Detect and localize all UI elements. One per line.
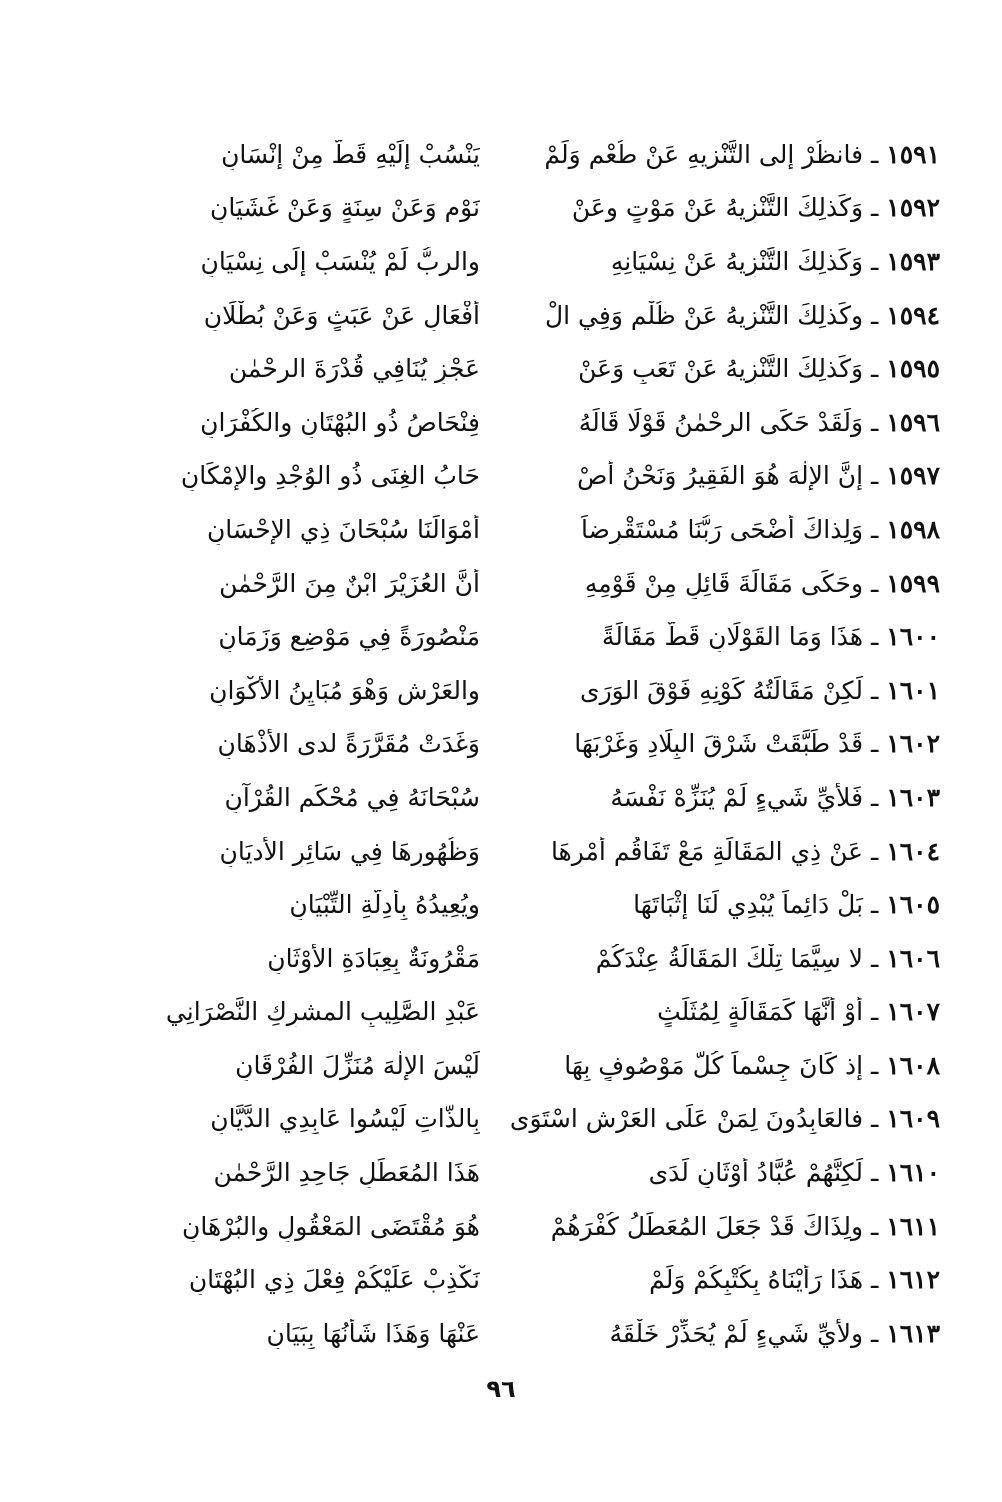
verse-separator: ـ xyxy=(863,407,887,437)
first-hemistich-text: إذ كَانَ جِسْماً كُلُّ مَوْصُوفٍ بِهَا xyxy=(564,1050,864,1080)
second-hemistich: نَكْذِبْ عَلَيْكُمْ فِعْلَ ذِي البُهْتَانِ xyxy=(188,1265,480,1295)
verse-number: ١٦٠٦ xyxy=(886,943,940,973)
verse-separator: ـ xyxy=(863,1158,887,1188)
verse-number: ١٥٩٣ xyxy=(886,246,940,276)
second-hemistich: أَمْوَالَنَا سُبْحَانَ ذِي الإِحْسَانِ xyxy=(206,514,480,544)
second-hemistich: سُبْحَانَهُ فِي مُحْكَمِ القُرْآنِ xyxy=(224,782,480,812)
verse-separator: ـ xyxy=(863,997,887,1027)
first-hemistich-text: أَوْ أَنَّهَا كَمَقَالَةٍ لِمُثَلِّثٍ xyxy=(657,997,864,1027)
second-hemistich: هَذَا المُعَطِّلِ جَاحِدِ الرَّحْمٰنِ xyxy=(213,1158,480,1188)
verse-number: ١٥٩٢ xyxy=(886,193,940,223)
verse-separator: ـ xyxy=(863,943,887,973)
verse-number: ١٦٠٥ xyxy=(886,890,940,920)
verse-line xyxy=(50,932,940,986)
verse-number: ١٥٩٦ xyxy=(886,407,940,437)
verse-number: ١٥٩٩ xyxy=(886,568,940,598)
first-hemistich-text: ولأَيِّ شَيءٍ لَمْ يُحَذِّرْ خَلْقَهُ xyxy=(609,1318,864,1348)
first-hemistich xyxy=(510,515,940,545)
verse-separator: ـ xyxy=(863,193,887,223)
verse-line xyxy=(50,396,940,450)
verse-number: ١٥٩٨ xyxy=(886,514,940,544)
verse-line xyxy=(50,1253,940,1307)
first-hemistich-text: وَكَذلِكَ التَّنْزِيهُ عَنْ نِسْيَانِهِ xyxy=(610,246,864,276)
verse-number: ١٦٠٤ xyxy=(886,836,940,866)
first-hemistich-text: لا سِيَّمَا تِلْكَ المَقَالَةُ عِنْدَكُمْ xyxy=(595,943,864,973)
verse-number: ١٦٠٨ xyxy=(886,1050,940,1080)
verse-line xyxy=(50,878,940,932)
verse-line xyxy=(50,1146,940,1200)
verse-number: ١٦٠٠ xyxy=(886,622,940,652)
first-hemistich-text: فالعَابِدُونَ لِمَنْ عَلَى العَرْشِ اسْتَوَى xyxy=(510,1104,864,1134)
first-hemistich-text: فَلأَيِّ شَيءٍ لَمْ يُنَزِّهْ نَفْسَهُ xyxy=(610,782,864,812)
second-hemistich: مَقْرُونَةٌ بِعِبَادَةِ الأَوْثَانِ xyxy=(267,943,480,973)
first-hemistich-text: فانظُرْ إلى التَّنْزيهِ عَنْ طُعْمٍ وَلَمْ xyxy=(544,139,864,169)
first-hemistich-text: هَذَا رَأَيْنَاهُ بِكُتْبِكُمْ وَلَمْ xyxy=(649,1265,864,1295)
verse-line xyxy=(50,986,940,1040)
first-hemistich xyxy=(510,1104,940,1134)
first-hemistich xyxy=(510,461,940,491)
verse-separator: ـ xyxy=(863,1211,887,1241)
first-hemistich xyxy=(510,783,940,813)
verse-line xyxy=(50,825,940,879)
first-hemistich-text: وَكَذلِكَ التَّنْزِيهُ عَنْ تَعَبٍ وَعَنْ xyxy=(578,354,864,384)
verse-separator: ـ xyxy=(863,139,887,169)
first-hemistich-text: وحَكَى مَقَالَةَ قَائِلٍ مِنْ قَوْمِهِ xyxy=(584,568,864,598)
verse-separator: ـ xyxy=(863,622,887,652)
first-hemistich-text: وَلَقَدْ حَكَى الرحْمٰنُ قَوْلًا قَالَهُ xyxy=(578,407,864,437)
verse-separator: ـ xyxy=(863,675,887,705)
verse-separator: ـ xyxy=(863,514,887,544)
page-number: ٩٦ xyxy=(486,1375,516,1403)
first-hemistich xyxy=(510,944,940,974)
verse-line xyxy=(50,771,940,825)
first-hemistich-text: ولِذَاكَ قَدْ جَعَلَ المُعَطِّلُ كُفْرَهُمْ xyxy=(550,1211,864,1241)
second-hemistich: أَفْعَالِ عَنْ عَبَثٍ وَعَنْ بُطْلَانِ xyxy=(203,300,480,330)
verse-separator: ـ xyxy=(863,729,887,759)
verse-separator: ـ xyxy=(863,1265,887,1295)
verse-line xyxy=(50,450,940,504)
first-hemistich xyxy=(510,676,940,706)
verse-separator: ـ xyxy=(863,1050,887,1080)
verse-line xyxy=(50,182,940,236)
second-hemistich: بِالذَّاتِ لَيْسُوا عَابِدِي الدَّيَّانِ xyxy=(210,1104,480,1134)
verse-line xyxy=(50,503,940,557)
verse-number: ١٥٩٧ xyxy=(886,461,940,491)
first-hemistich xyxy=(510,622,940,652)
verse-line xyxy=(50,235,940,289)
verse-line xyxy=(50,718,940,772)
verse-line xyxy=(50,610,940,664)
verse-line xyxy=(50,557,940,611)
verse-number: ١٥٩٥ xyxy=(886,354,940,384)
first-hemistich xyxy=(510,1212,940,1242)
second-hemistich: عَجْزٍ يُنَافِي قُدْرَةَ الرحْمٰنِ xyxy=(228,354,480,384)
first-hemistich xyxy=(510,301,940,331)
second-hemistich: ويُعِيدُهُ بِأَدِلَّةِ التِّبْيَانِ xyxy=(289,890,480,920)
verse-line xyxy=(50,1039,940,1093)
second-hemistich: حَابُ الغِنَى ذُو الوُجْدِ والإِمْكَانِ xyxy=(180,461,480,491)
verse-separator: ـ xyxy=(863,354,887,384)
first-hemistich xyxy=(510,1319,940,1349)
second-hemistich: فِنْحَاصُ ذُو البُهْتَانِ والكُفْرَانِ xyxy=(200,407,480,437)
second-hemistich: وَظُهُورِهَا فِي سَائِرِ الأديَانِ xyxy=(219,836,480,866)
verse-line xyxy=(50,1093,940,1147)
first-hemistich-text: وَكَذلِكَ التَّنْزِيهُ عَنْ مَوْتٍ وعَنْ xyxy=(571,193,864,223)
first-hemistich xyxy=(510,193,940,223)
verse-number: ١٥٩١ xyxy=(886,139,940,169)
second-hemistich: والربُّ لَمْ يُنْسَبْ إِلَى نِسْيَانِ xyxy=(200,246,480,276)
verse-number: ١٦١٣ xyxy=(886,1318,940,1348)
verse-number: ١٦٠٧ xyxy=(886,997,940,1027)
verse-number: ١٥٩٤ xyxy=(886,300,940,330)
verse-number: ١٦٠١ xyxy=(886,675,940,705)
poem-verses xyxy=(50,128,940,1361)
verse-line xyxy=(50,342,940,396)
verse-separator: ـ xyxy=(863,1318,887,1348)
second-hemistich: نَوْمٍ وَعَنْ سِنَةٍ وَعَنْ غَشَيَانِ xyxy=(210,193,480,223)
verse-line xyxy=(50,128,940,182)
verse-number: ١٦١٠ xyxy=(886,1158,940,1188)
verse-number: ١٦٠٢ xyxy=(886,729,940,759)
first-hemistich xyxy=(510,729,940,759)
second-hemistich: أَنَّ العُزَيْرَ ابْنٌ مِنَ الرَّحْمٰنِ xyxy=(219,568,480,598)
verse-separator: ـ xyxy=(863,246,887,276)
verse-separator: ـ xyxy=(863,890,887,920)
first-hemistich xyxy=(510,997,940,1027)
verse-number: ١٦٠٣ xyxy=(886,782,940,812)
first-hemistich xyxy=(510,569,940,599)
first-hemistich xyxy=(510,837,940,867)
second-hemistich: عَنْهَا وَهَذَا شَأْنُهَا بِبَيَانِ xyxy=(266,1318,480,1348)
first-hemistich xyxy=(510,247,940,277)
verse-separator: ـ xyxy=(863,300,887,330)
first-hemistich-text: هَذَا وَمَا القَوْلَانِ قَطُّ مَقَالَةً xyxy=(601,622,864,652)
verse-number: ١٦٠٩ xyxy=(886,1104,940,1134)
verse-number: ١٦١١ xyxy=(886,1211,940,1241)
verse-separator: ـ xyxy=(863,1104,887,1134)
second-hemistich: والعَرْشِ وَهْوَ مُبَايِنُ الأَكْوَانِ xyxy=(209,675,480,705)
first-hemistich-text: وَلِذاكَ أَضْحَى رَبُّنَا مُسْتَقْرِضاً xyxy=(580,514,864,544)
verse-line xyxy=(50,1307,940,1361)
first-hemistich-text: وكَذلِكَ التَّنْزِيهُ عَنْ ظُلْمٍ وَفِي الْ xyxy=(545,300,864,330)
second-hemistich: هُوَ مُقْتَضَى المَعْقُولِ والبُرْهَانِ xyxy=(182,1211,480,1241)
verse-line xyxy=(50,289,940,343)
first-hemistich-text: لَكِنْ مَقَالَتُهُ كَوْنِهِ فَوْقَ الوَرَى xyxy=(580,675,864,705)
verse-line xyxy=(50,664,940,718)
verse-separator: ـ xyxy=(863,836,887,866)
verse-separator: ـ xyxy=(863,461,887,491)
verse-line xyxy=(50,1200,940,1254)
second-hemistich: لَيْسَ الإِلٰهَ مُنَزِّلَ الفُرْقَانِ xyxy=(235,1050,480,1080)
verse-number: ١٦١٢ xyxy=(886,1265,940,1295)
first-hemistich xyxy=(510,354,940,384)
first-hemistich xyxy=(510,1051,940,1081)
first-hemistich-text: قَدْ طَبَّقَتْ شَرْقَ البِلَادِ وَغَرْبَهَا xyxy=(574,729,864,759)
first-hemistich-text: بَلْ دَائِماً يُبْدِي لَنَا إِثْبَاتَهَا xyxy=(633,890,864,920)
first-hemistich xyxy=(510,1265,940,1295)
verse-separator: ـ xyxy=(863,568,887,598)
first-hemistich xyxy=(510,140,940,170)
second-hemistich: مَنْصُورَةً فِي مَوْضِعٍ وَزَمَانِ xyxy=(218,622,480,652)
first-hemistich xyxy=(510,890,940,920)
first-hemistich-text: عَنْ ذِي المَقَالَةِ مَعْ تَفَاقُمِ أَمْرِهَا xyxy=(550,836,864,866)
second-hemistich: عَبْدِ الصَّلِيبِ المشرِكِ النَّصْرَانِي xyxy=(165,997,480,1027)
first-hemistich xyxy=(510,408,940,438)
first-hemistich xyxy=(510,1158,940,1188)
second-hemistich: وَغَدَتْ مُقَرَّرَةً لدى الأَذْهَانِ xyxy=(217,729,480,759)
first-hemistich-text: إِنَّ الإلٰهَ هُوَ الفَقِيرُ وَنَحْنُ أَصْ xyxy=(577,461,864,491)
first-hemistich-text: لَكِنَّهُمْ عُبَّادُ أَوْثَانٍ لَدَى xyxy=(648,1158,864,1188)
second-hemistich: يَنْسُبْ إِلَيْهِ قَطُّ مِنْ إِنْسَانِ xyxy=(221,139,480,169)
verse-separator: ـ xyxy=(863,782,887,812)
